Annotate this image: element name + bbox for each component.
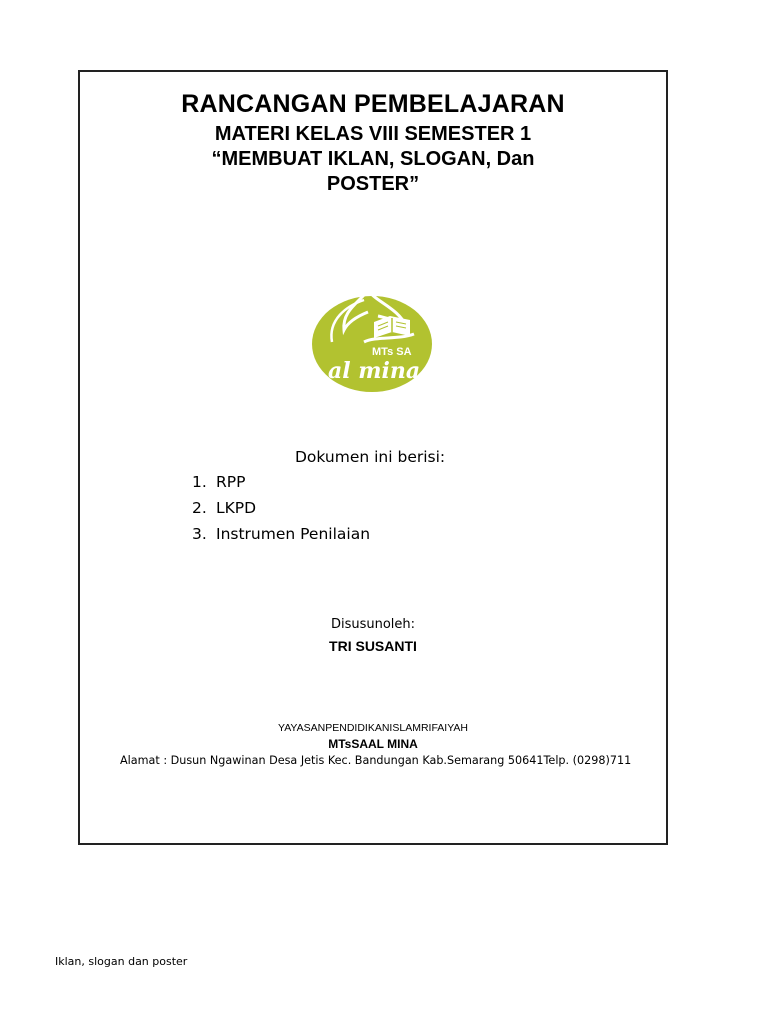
school-name: MTsSAAL MINA	[328, 737, 418, 751]
document-title: RANCANGAN PEMBELAJARAN	[181, 90, 565, 118]
cover-frame	[78, 70, 668, 845]
list-item: 3. Instrumen Penilaian	[192, 525, 371, 543]
contents-list	[192, 472, 370, 550]
foundation-name: YAYASANPENDIDIKANISLAMRIFAIYAH	[277, 722, 469, 734]
contents-heading: Dokumen ini berisi:	[295, 448, 446, 466]
list-item-label: RPP	[216, 473, 246, 491]
topic-line-1: “MEMBUAT IKLAN, SLOGAN, Dan	[211, 148, 535, 170]
list-item: 1. RPP	[192, 473, 246, 491]
logo-text-mtssa: MTs SA	[372, 346, 412, 358]
author-name: TRI SUSANTI	[329, 638, 417, 654]
document-subtitle: MATERI KELAS VIII SEMESTER 1	[214, 123, 532, 145]
list-item-label: Instrumen Penilaian	[216, 525, 371, 543]
school-logo	[302, 282, 442, 394]
topic-line-2: POSTER”	[326, 173, 420, 195]
logo-text-almina: al mina	[328, 358, 421, 384]
school-address: Alamat : Dusun Ngawinan Desa Jetis Kec. Bandungan Kab.Semarang 50641Telp. (0298)711	[120, 754, 632, 767]
list-item-label: LKPD	[216, 499, 257, 517]
list-item: 2. LKPD	[192, 499, 257, 517]
page-footer: Iklan, slogan dan poster	[55, 955, 188, 968]
author-label: Disusunoleh:	[330, 617, 416, 632]
